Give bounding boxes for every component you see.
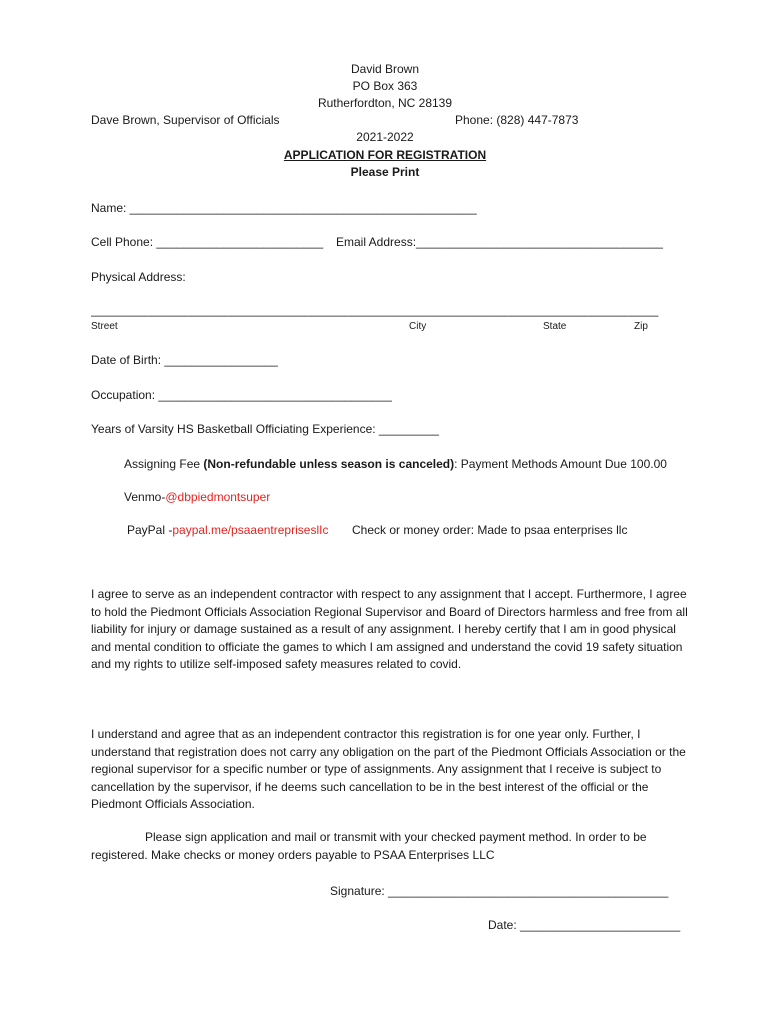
header-name: David Brown [350,62,420,76]
date-field[interactable]: Date: ________________________ [488,918,681,932]
form-title: APPLICATION FOR REGISTRATION [283,148,487,162]
paypal-link[interactable]: paypal.me/psaaentrepriseslIc [172,523,329,537]
signature-field[interactable]: Signature: __________________________________________ [330,884,669,898]
fee-refund-note: (Non-refundable unless season is canceled) [203,457,455,471]
cell-phone-field[interactable]: Cell Phone: _________________________ [91,235,324,249]
fee-amount: : Payment Methods Amount Due 100.00 [454,457,667,471]
venmo-handle-link[interactable]: @dbpiedmontsuper [165,490,271,504]
name-field[interactable]: Name: ____________________________________________________ [91,201,477,215]
check-money-order-note: Check or money order: Made to psaa enterprises llc [352,523,628,537]
street-caption: Street [91,321,118,332]
state-caption: State [543,321,567,332]
header-po-box: PO Box 363 [352,79,418,93]
header-supervisor: Dave Brown, Supervisor of Officials [91,113,280,127]
venmo-label: Venmo- [124,490,166,504]
paypal-line [127,522,328,538]
physical-address-label: Physical Address: [91,270,186,284]
experience-field[interactable]: Years of Varsity HS Basketball Officiating Experience: _________ [91,422,439,436]
submission-instructions: Please sign application and mail or transmit with your checked payment method. In order to be registered. Make checks or money orders payable to PSAA Enterprises LLC [91,830,647,862]
occupation-field[interactable]: Occupation: ___________________________________ [91,388,392,402]
agreement-paragraph-1: I agree to serve as an independent contractor with respect to any assignment that I accept. Furthermore, I agree to hold the Piedmont Officials Association Regional Supervisor and Board of Directors harmless and free from all liability for injury or damage sustained as a result of any assignment. I hereby certify that I am in good physical and mental condition to officiate the games to which I am assigned and understand the covid 19 safety situation and my rights to utilize self-imposed safety measures related to covid. [91,587,688,671]
agreement-paragraph-2: I understand and agree that as an independent contractor this registration is for one year only. Further, I understand that registration does not carry any obligation on the part of the Piedmont Officials Association or the regional supervisor for a specific number or type of assignments. Any assignment that I receive is subject to cancellation by the supervisor, if he deems such cancellation to be in the best interest of the official or the Piedmont Officials Association. [91,727,686,811]
city-caption: City [409,321,427,332]
venmo-line [124,489,270,505]
form-subtitle: Please Print [350,165,420,179]
assigning-fee-line [124,456,667,472]
header-phone: Phone: (828) 447-7873 [455,113,579,127]
zip-caption: Zip [634,321,648,332]
fee-prefix: Assigning Fee [124,457,204,471]
paypal-label: PayPal - [127,523,173,537]
header-city: Rutherfordton, NC 28139 [317,96,453,110]
email-field[interactable]: Email Address:_____________________________________ [336,235,663,249]
date-of-birth-field[interactable]: Date of Birth: _________________ [91,353,278,367]
header-season: 2021-2022 [356,130,414,144]
address-line[interactable]: _____________________________________________________________________________________ [91,303,659,317]
